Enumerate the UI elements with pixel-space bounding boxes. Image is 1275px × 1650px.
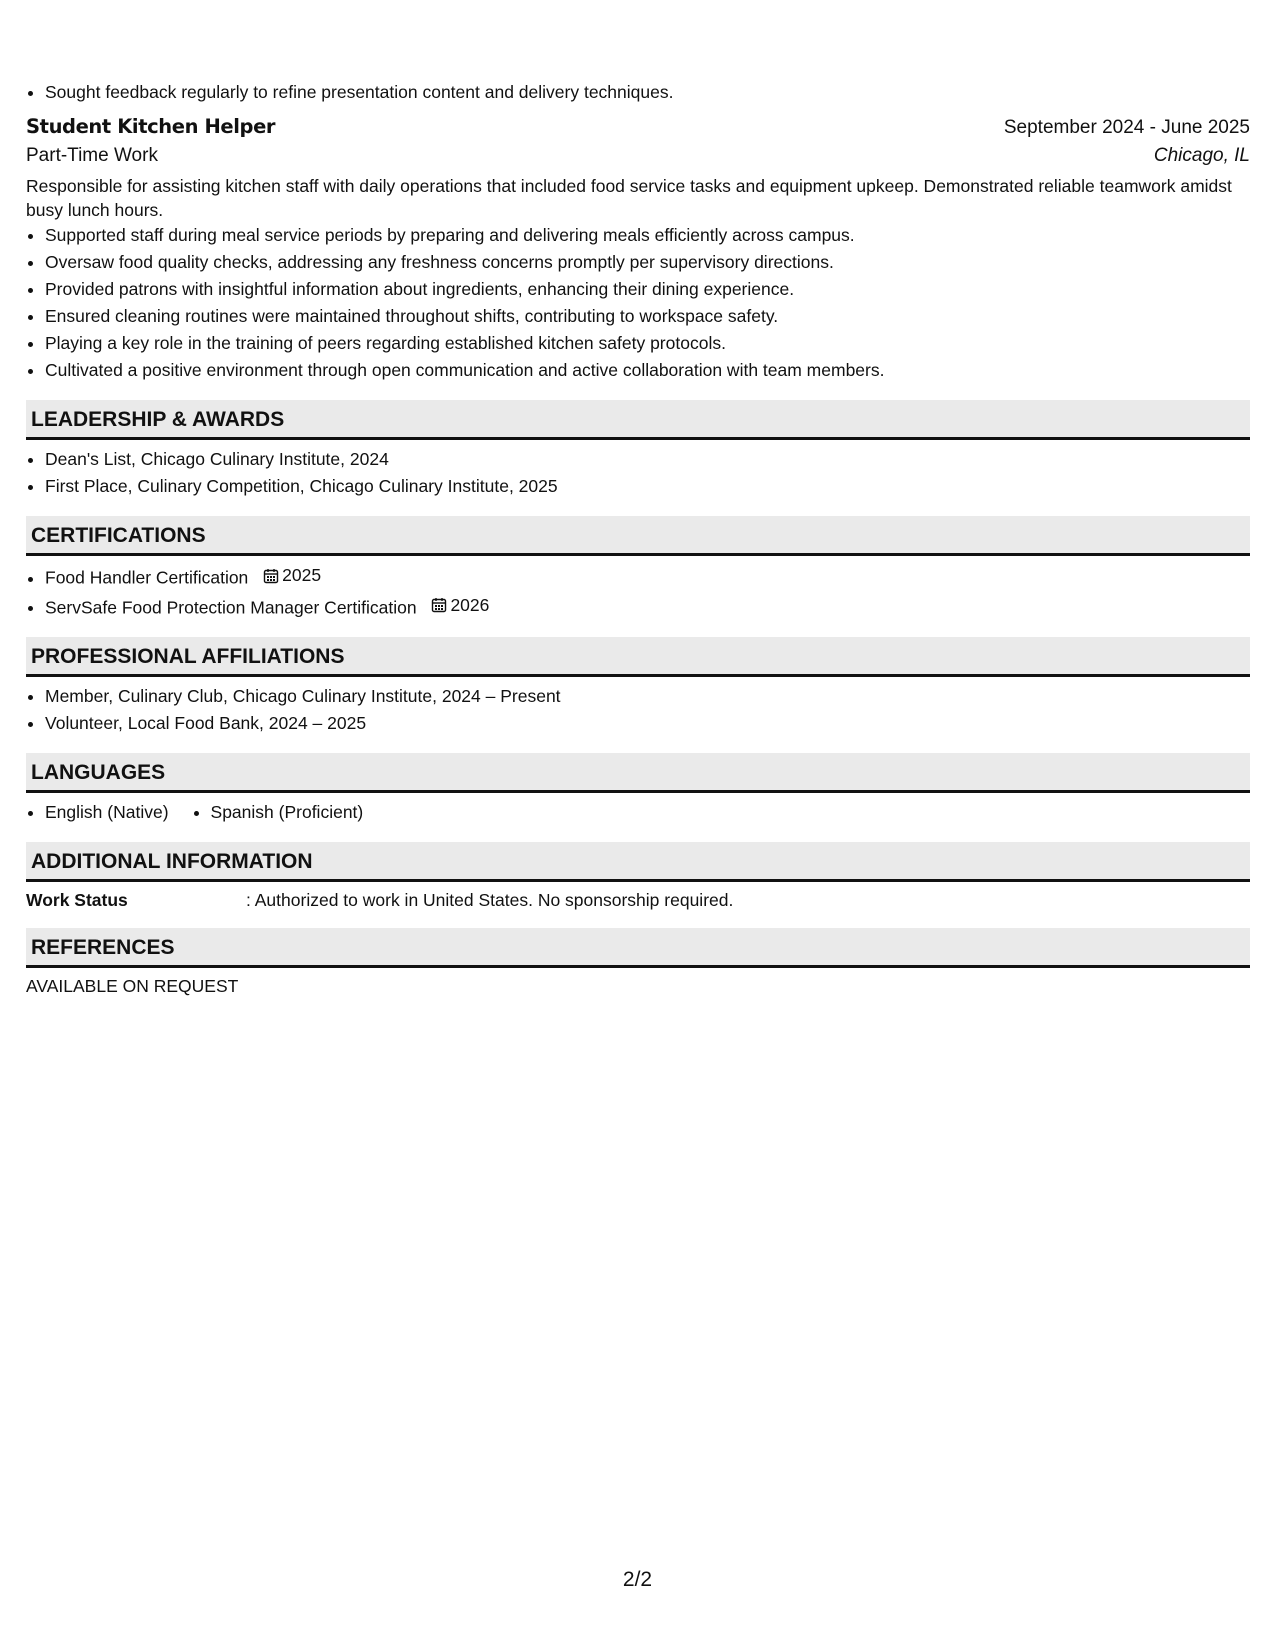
work-status-value: : Authorized to work in United States. No sponsorship required.	[246, 890, 734, 910]
job-description: Responsible for assisting kitchen staff with daily operations that included food service tasks and equipment upkeep. Demonstrated reliable teamwork amidst busy lunch hours.	[26, 176, 1232, 220]
languages-list	[26, 799, 1250, 826]
list-item: • Supported staff during meal service periods by preparing and delivering meals efficiently across campus.	[45, 222, 1250, 249]
job-header	[26, 115, 1250, 139]
language-item: • English (Native)	[45, 799, 169, 826]
leadership-list	[26, 446, 1250, 500]
list-item: • First Place, Culinary Competition, Chicago Culinary Institute, 2025	[45, 473, 1250, 500]
certification-year: 2025	[282, 565, 322, 585]
calendar-icon	[431, 597, 447, 613]
work-status-row	[26, 888, 1250, 912]
list-item: • Member, Culinary Club, Chicago Culinary Institute, 2024 – Present	[45, 683, 1250, 710]
certification-name: ServSafe Food Protection Manager Certification	[45, 597, 417, 617]
list-item: • Volunteer, Local Food Bank, 2024 – 2025	[45, 710, 1250, 737]
resume-page	[26, 0, 1250, 998]
list-item: • Sought feedback regularly to refine presentation content and delivery techniques.	[45, 79, 1250, 106]
job-title: Student Kitchen Helper	[26, 115, 276, 138]
section-heading-languages: LANGUAGES	[26, 753, 1250, 793]
job-type: Part-Time Work	[26, 145, 158, 166]
certification-item	[45, 592, 1250, 622]
affiliations-list	[26, 683, 1250, 737]
calendar-icon	[263, 568, 279, 584]
section-heading-leadership: LEADERSHIP & AWARDS	[26, 400, 1250, 440]
list-item: • Oversaw food quality checks, addressing any freshness concerns promptly per supervisory directions.	[45, 249, 1250, 276]
certification-date	[431, 592, 489, 619]
certification-item	[45, 562, 1250, 592]
job-location: Chicago, IL	[1153, 145, 1250, 166]
certifications-list	[26, 562, 1250, 621]
list-item: • Cultivated a positive environment through open communication and active collaboration with team members.	[45, 357, 1250, 384]
certification-name: Food Handler Certification	[45, 567, 249, 588]
section-heading-additional-info: ADDITIONAL INFORMATION	[26, 842, 1250, 882]
references-text: AVAILABLE ON REQUEST	[26, 976, 239, 996]
work-status-label: Work Status	[26, 890, 128, 910]
job-dates: September 2024 - June 2025	[1003, 117, 1250, 138]
list-item: • Dean's List, Chicago Culinary Institute, 2024	[45, 446, 1250, 473]
section-heading-references: REFERENCES	[26, 928, 1250, 968]
list-item: • Provided patrons with insightful information about ingredients, enhancing their dining experience.	[45, 276, 1250, 303]
job-bullets	[26, 222, 1250, 384]
list-item: • Ensured cleaning routines were maintained throughout shifts, contributing to workspace safety.	[45, 303, 1250, 330]
certification-date	[263, 562, 321, 589]
list-item: • Playing a key role in the training of peers regarding established kitchen safety protocols.	[45, 330, 1250, 357]
section-heading-certifications: CERTIFICATIONS	[26, 516, 1250, 556]
section-heading-affiliations: PROFESSIONAL AFFILIATIONS	[26, 637, 1250, 677]
certification-year: 2026	[450, 594, 490, 615]
previous-job-bullets	[26, 79, 1250, 106]
job-subheader	[26, 145, 1250, 167]
language-item: • Spanish (Proficient)	[211, 799, 364, 826]
page-number: 2/2	[622, 1568, 653, 1591]
